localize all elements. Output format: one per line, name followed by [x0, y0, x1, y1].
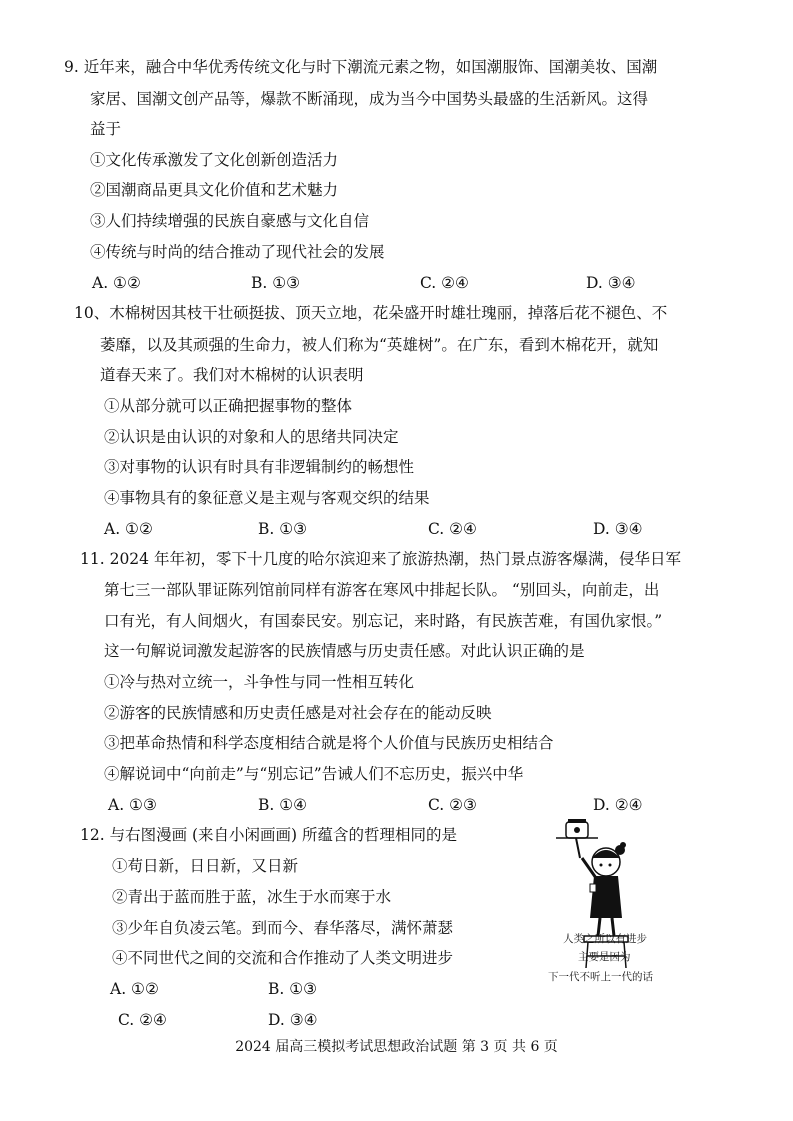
q11-stem-line-1: 11. 2024 年年初，零下十几度的哈尔滨迎来了旅游热潮，热门景点游客爆满，侵华日军 — [80, 550, 681, 568]
q10-item-2: ②认识是由认识的对象和人的思绪共同决定 — [104, 428, 399, 446]
q11-item-1: ①冷与热对立统一，斗争性与同一性相互转化 — [104, 673, 415, 691]
q9-option-b: B. ①③ — [251, 274, 301, 292]
q10-item-4: ④事物具有的象征意义是主观与客观交织的结果 — [104, 489, 430, 507]
q9-item-3: ③人们持续增强的民族自豪感与文化自信 — [90, 212, 370, 230]
q11-option-a: A. ①③ — [108, 796, 157, 814]
q10-option-d: D. ③④ — [593, 520, 643, 538]
q9-option-a: A. ①② — [92, 274, 141, 292]
q10-item-3: ③对事物的认识有时具有非逻辑制约的畅想性 — [104, 458, 415, 476]
q9-stem-line-2: 家居、国潮文创产品等，爆款不断涌现，成为当今中国势头最盛的生活新风。这得 — [90, 90, 649, 108]
q10-option-a: A. ①② — [104, 520, 153, 538]
q9-item-4: ④传统与时尚的结合推动了现代社会的发展 — [90, 243, 385, 261]
q9-item-1: ①文化传承激发了文化创新创造活力 — [90, 151, 339, 169]
q10-option-c: C. ②④ — [428, 520, 477, 538]
q12-option-b: B. ①③ — [268, 980, 318, 998]
q11-stem-line-2: 第七三一部队罪证陈列馆前同样有游客在寒风中排起长队。 “别回头，向前走，出 — [104, 581, 660, 599]
q12-item-3: ③少年自负凌云笔。到而今、春华落尽，满怀萧瑟 — [112, 919, 454, 937]
q10-stem-line-2: 萎靡，以及其顽强的生命力，被人们称为“英雄树”。在广东，看到木棉花开，就知 — [100, 336, 659, 354]
q11-item-2: ②游客的民族情感和历史责任感是对社会存在的能动反映 — [104, 704, 492, 722]
q10-stem-line-3: 道春天来了。我们对木棉树的认识表明 — [100, 366, 364, 384]
q11-item-3: ③把革命热情和科学态度相结合就是将个人价值与民族历史相结合 — [104, 734, 554, 752]
q12-stem: 12. 与右图漫画 (来自小闲画画) 所蕴含的哲理相同的是 — [80, 826, 458, 844]
jar-icon — [566, 819, 588, 838]
q10-option-b: B. ①③ — [258, 520, 308, 538]
q9-option-c: C. ②④ — [420, 274, 469, 292]
cartoon-caption-3: 下一代不听上一代的话 — [548, 971, 653, 983]
q9-stem-line-3: 益于 — [90, 120, 122, 138]
q11-option-b: B. ①④ — [258, 796, 308, 814]
q12-item-4: ④不同世代之间的交流和合作推动了人类文明进步 — [112, 949, 454, 967]
q11-stem-line-4: 这一句解说词激发起游客的民族情感与历史责任感。对此认识正确的是 — [104, 642, 585, 660]
cartoon-caption-2: 主要是因为 — [578, 951, 631, 963]
q12-option-d: D. ③④ — [268, 1011, 318, 1029]
q10-item-1: ①从部分就可以正确把握事物的整体 — [104, 397, 353, 415]
q12-item-1: ①苟日新，日日新，又日新 — [112, 857, 299, 875]
q12-option-a: A. ①② — [110, 980, 159, 998]
page-footer: 2024 届高三模拟考试思想政治试题 第 3 页 共 6 页 — [235, 1039, 558, 1055]
q9-option-d: D. ③④ — [586, 274, 636, 292]
q11-option-d: D. ②④ — [593, 796, 643, 814]
cartoon-caption-1: 人类之所以有进步 — [563, 933, 647, 945]
q9-item-2: ②国潮商品更具文化价值和艺术魅力 — [90, 181, 339, 199]
q10-stem-line-1: 10、木棉树因其枝干壮硕挺拔、顶天立地，花朵盛开时雄壮瑰丽，掉落后花不褪色、不 — [74, 304, 668, 322]
q11-item-4: ④解说词中“向前走”与“别忘记”告诫人们不忘历史，振兴中华 — [104, 765, 524, 783]
q9-stem-line-1: 9. 近年来，融合中华优秀传统文化与时下潮流元素之物，如国潮服饰、国潮美妆、国潮 — [64, 58, 658, 76]
q11-stem-line-3: 口有光，有人间烟火，有国泰民安。别忘记，来时路，有民族苦难，有国仇家恨。” — [104, 612, 663, 630]
q11-option-c: C. ②③ — [428, 796, 477, 814]
q12-option-c: C. ②④ — [118, 1011, 167, 1029]
q12-item-2: ②青出于蓝而胜于蓝，冰生于水而寒于水 — [112, 888, 392, 906]
